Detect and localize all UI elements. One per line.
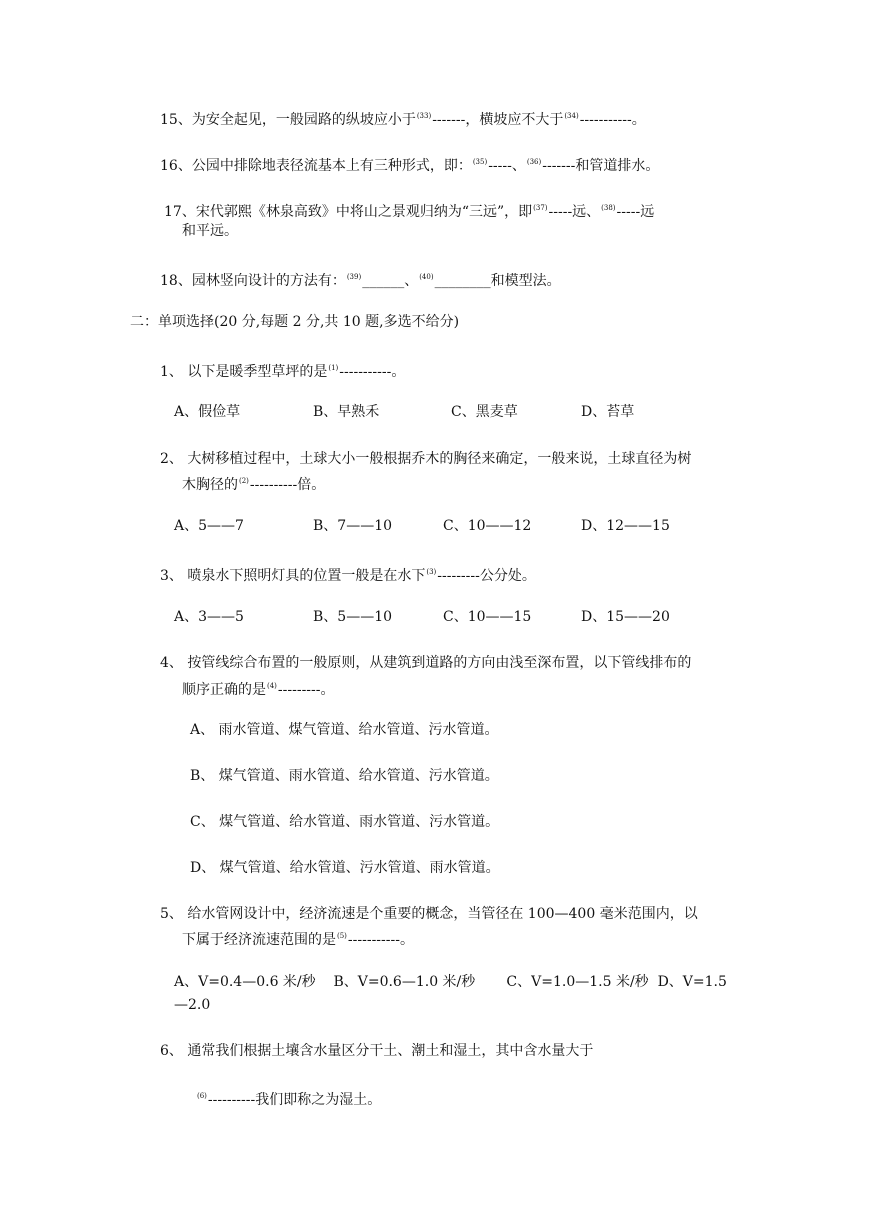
mc-question-4: 4、 按管线综合布置的一般原则，从建筑到道路的方向由浅至深布置，以下管线排布的 (160, 655, 692, 671)
option-d: D、15——20 (581, 609, 670, 625)
mc-question-2-text: 木胸径的 (182, 477, 238, 493)
blank-marker: (34) (564, 112, 579, 120)
option-b: B、7——10 (313, 518, 393, 534)
options-line-continuation: —2.0 (174, 997, 211, 1013)
question-15-text: 15、为安全起见，一般园路的纵坡应小于 (160, 112, 416, 128)
mc-question-1-text: 1、 以下是暖季型草坪的是 (160, 364, 328, 380)
option-b: B、早熟禾 (313, 404, 380, 420)
blank-text: -----------。 (347, 932, 414, 948)
option-a: A、5——7 (174, 518, 244, 534)
question-18-text: 18、园林竖向设计的方法有： (160, 273, 346, 289)
mc-question-6: 6、 通常我们根据土壤含水量区分干土、潮土和湿土，其中含水量大于 (160, 1043, 594, 1059)
blank-text: ---------公分处。 (437, 568, 536, 584)
blank-marker: (5) (337, 932, 347, 940)
option-b: B、 煤气管道、雨水管道、给水管道、污水管道。 (190, 768, 499, 784)
question-16 (160, 150, 659, 178)
mc-question-5-continuation (182, 924, 414, 952)
blank-text: -----、 (488, 158, 526, 174)
option-d: D、 煤气管道、给水管道、污水管道、雨水管道。 (190, 860, 500, 876)
blank-marker: (39) (346, 273, 362, 281)
blank-text: ----------我们即称之为湿土。 (207, 1092, 382, 1108)
mc-question-2-continuation (182, 469, 325, 497)
mc-question-4-text: 顺序正确的是 (182, 682, 266, 698)
option-c: C、10——12 (443, 518, 532, 534)
mc-question-5: 5、 给水管网设计中，经济流速是个重要的概念，当管径在 100—400 毫米范围内，以 (160, 906, 698, 922)
question-15 (160, 104, 646, 132)
option-d: D、苔草 (581, 404, 635, 420)
option-a: A、3——5 (174, 609, 244, 625)
option-b: B、5——10 (313, 609, 393, 625)
question-17-text: 17、宋代郭熙《林泉高致》中将山之景观归纳为“三远”，即 (164, 204, 533, 220)
blank-marker: (4) (267, 682, 277, 690)
option-d: D、12——15 (581, 518, 670, 534)
question-16-text: 16、公园中排除地表径流基本上有三种形式，即： (160, 158, 472, 174)
blank-marker: (36) (526, 158, 542, 166)
blank-text: -----------。 (339, 364, 406, 380)
options-line: A、V=0.4—0.6 米/秒 B、V=0.6—1.0 米/秒 C、V=1.0—1.5 米/秒 D、V=1.5 (174, 974, 727, 990)
blank-text: ______、 (362, 273, 419, 289)
blank-marker: (35) (472, 158, 488, 166)
blank-text: ________和模型法。 (434, 273, 561, 289)
blank-text: -----远 (616, 204, 655, 220)
option-c: C、黑麦草 (451, 404, 518, 420)
question-17-continuation: 和平远。 (182, 223, 238, 239)
option-a: A、假俭草 (174, 404, 241, 420)
option-a: A、 雨水管道、煤气管道、给水管道、污水管道。 (190, 722, 499, 738)
blank-marker: (6) (197, 1092, 207, 1100)
mc-question-3-text: 3、 喷泉水下照明灯具的位置一般是在水下 (160, 568, 426, 584)
mc-question-3 (160, 560, 536, 588)
option-c: C、 煤气管道、给水管道、雨水管道、污水管道。 (190, 814, 500, 830)
blank-text: ----------倍。 (249, 477, 326, 493)
option-c: C、10——15 (443, 609, 532, 625)
blank-marker: (2) (239, 477, 249, 485)
blank-marker: (37) (533, 204, 548, 212)
mc-question-1 (160, 356, 405, 384)
blank-marker: (40) (419, 273, 434, 281)
blank-text: -----------。 (579, 112, 646, 128)
mc-question-2: 2、 大树移植过程中，土球大小一般根据乔木的胸径来确定，一般来说，土球直径为树 (160, 451, 692, 467)
mc-question-5-text: 下属于经济流速范围的是 (182, 932, 336, 948)
mc-question-4-continuation (182, 674, 335, 702)
blank-text: -------，横坡应不大于 (432, 112, 564, 128)
mc-question-6-continuation (196, 1084, 381, 1112)
blank-marker: (1) (328, 364, 339, 372)
blank-text: ---------。 (277, 682, 335, 698)
section-heading: 二：单项选择(20 分,每题 2 分,共 10 题,多选不给分) (130, 314, 460, 330)
blank-marker: (38) (601, 204, 616, 212)
blank-marker: (3) (426, 568, 437, 576)
blank-text: -----远、 (548, 204, 601, 220)
question-18 (160, 265, 561, 293)
blank-marker: (33) (416, 112, 432, 120)
blank-text: -------和管道排水。 (542, 158, 660, 174)
